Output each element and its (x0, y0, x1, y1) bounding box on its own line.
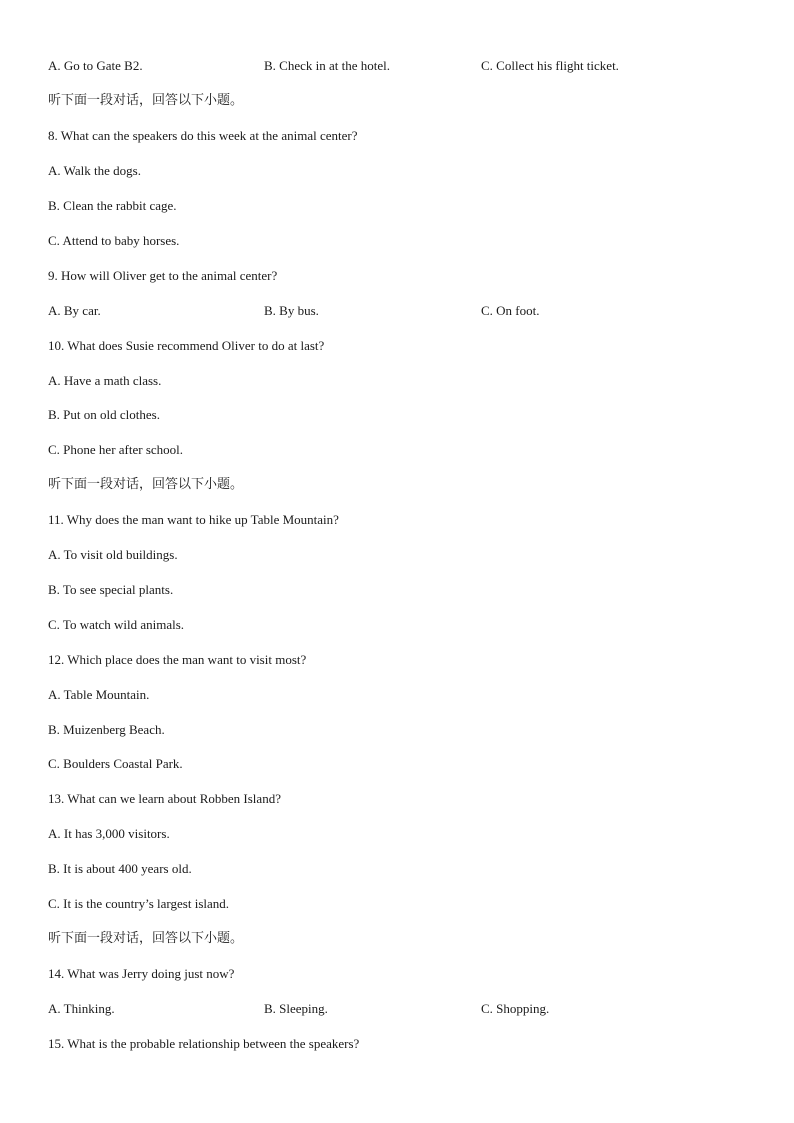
question-10: 10. What does Susie recommend Oliver to do at last? (48, 338, 325, 353)
option-b: B. Check in at the hotel. (264, 58, 391, 73)
question-11: 11. Why does the man want to hike up Table Mountain? (48, 512, 339, 527)
question-13: 13. What can we learn about Robben Island? (48, 791, 281, 806)
option-row-prev (48, 57, 748, 75)
question-15: 15. What is the probable relationship between the speakers? (48, 1036, 360, 1051)
option-c: C. Collect his flight ticket. (481, 58, 619, 73)
q9-option-row (48, 302, 748, 320)
q11-option-b: B. To see special plants. (48, 582, 174, 597)
q13-option-b: B. It is about 400 years old. (48, 861, 192, 876)
q8-option-b: B. Clean the rabbit cage. (48, 198, 177, 213)
q11-option-a: A. To visit old buildings. (48, 547, 178, 562)
q9-option-a: A. By car. (48, 303, 101, 318)
q9-option-c: C. On foot. (481, 303, 540, 318)
question-8: 8. What can the speakers do this week at the animal center? (48, 128, 358, 143)
q10-option-a: A. Have a math class. (48, 373, 162, 388)
q12-option-c: C. Boulders Coastal Park. (48, 756, 183, 771)
q13-option-a: A. It has 3,000 visitors. (48, 826, 170, 841)
q14-option-row (48, 1000, 748, 1018)
q8-option-a: A. Walk the dogs. (48, 163, 141, 178)
q12-option-b: B. Muizenberg Beach. (48, 722, 165, 737)
section-instruction: 听下面一段对话，回答以下小题。 (48, 477, 244, 492)
q14-option-c: C. Shopping. (481, 1001, 550, 1016)
q11-option-c: C. To watch wild animals. (48, 617, 185, 632)
question-9: 9. How will Oliver get to the animal center? (48, 268, 278, 283)
q10-option-c: C. Phone her after school. (48, 442, 184, 457)
question-12: 12. Which place does the man want to visit most? (48, 652, 307, 667)
q8-option-c: C. Attend to baby horses. (48, 233, 180, 248)
section-instruction: 听下面一段对话，回答以下小题。 (48, 931, 244, 946)
q13-option-c: C. It is the country’s largest island. (48, 896, 230, 911)
section-instruction: 听下面一段对话，回答以下小题。 (48, 93, 244, 108)
q14-option-a: A. Thinking. (48, 1001, 115, 1016)
q9-option-b: B. By bus. (264, 303, 319, 318)
question-14: 14. What was Jerry doing just now? (48, 966, 235, 981)
option-a: A. Go to Gate B2. (48, 58, 143, 73)
q12-option-a: A. Table Mountain. (48, 687, 150, 702)
q14-option-b: B. Sleeping. (264, 1001, 328, 1016)
q10-option-b: B. Put on old clothes. (48, 407, 160, 422)
